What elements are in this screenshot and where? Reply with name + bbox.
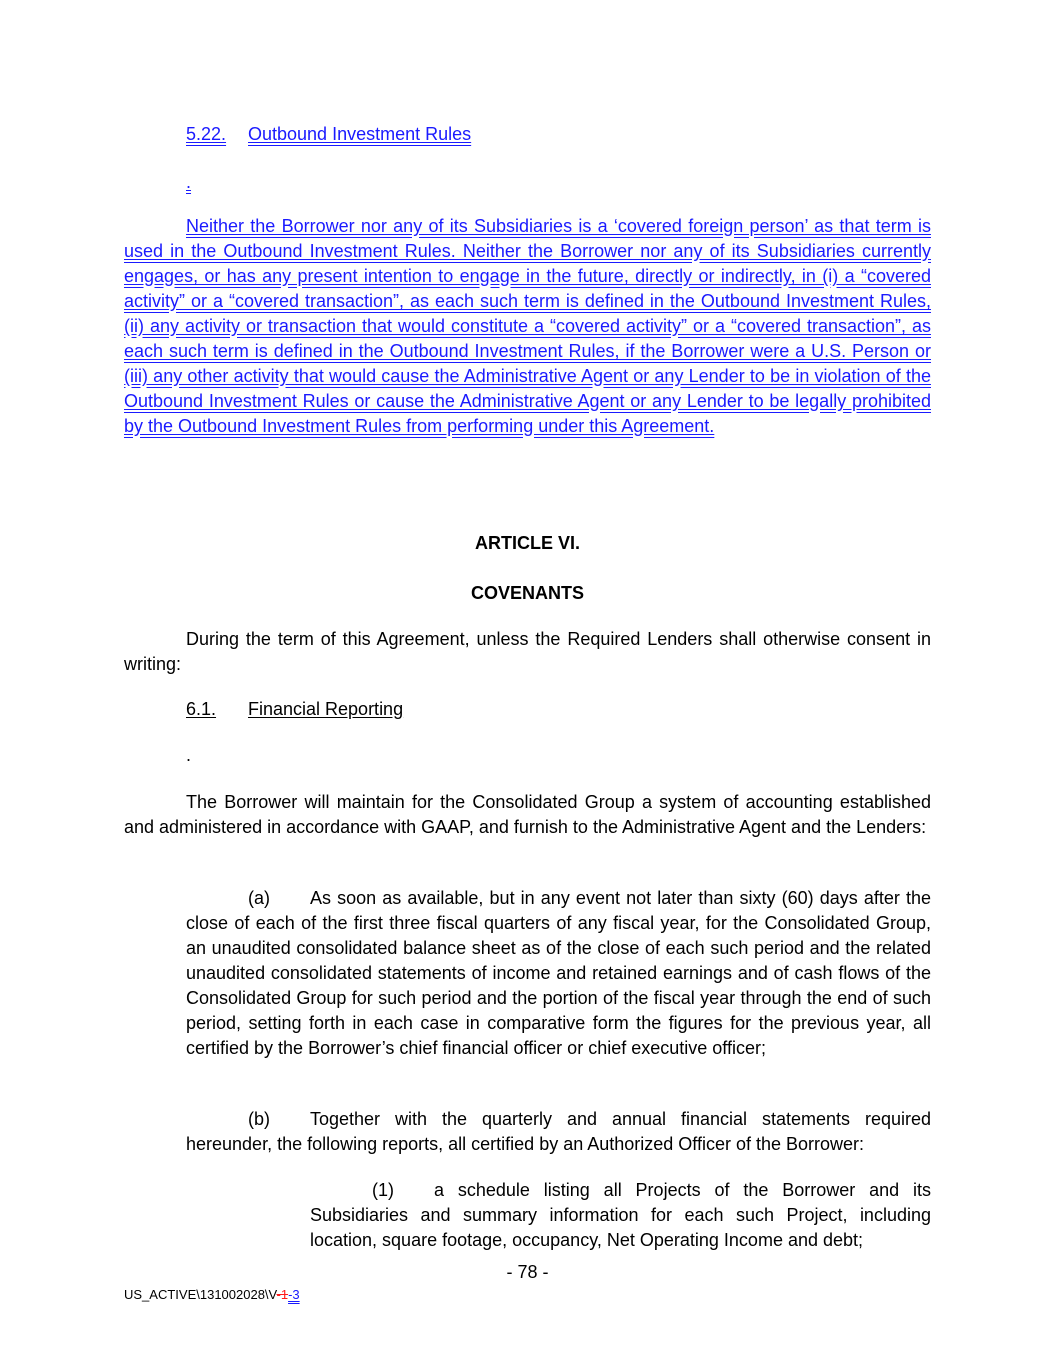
section-6-1-title: Financial Reporting [248,699,404,719]
item-1-text: a schedule listing all Projects of the Borrower and its Subsidiaries and summary information for each such Project, including location, square footage, occupancy, Net Operating Income and debt; [310,1180,931,1250]
item-1-label: (1) [372,1180,394,1200]
section-6-1-period: . [186,745,192,765]
section-5-22-period: . [186,172,192,192]
section-5-22-title: Outbound Investment Rules [248,124,472,144]
document-id-prefix: US_ACTIVE\131002028\V [124,1287,277,1302]
item-a [186,886,931,1061]
article-title: COVENANTS [470,583,584,603]
document-id [124,1287,300,1302]
page-number: - 78 - [506,1262,549,1282]
section-5-22-body: Neither the Borrower nor any of its Subsidiaries is a ‘covered foreign person’ as that term is used in the Outbound Investment Rules. Neither the Borrower nor any of its Subsidiaries currently engages, or has any present intention to engage in the future, directly or indirectly, in (i) a “covered activity” or a “covered transaction”, as each such term is defined in the Outbound Investment Rules, (ii) any activity or transaction that would constitute a “covered activity” or a “covered transaction”, as each such term is defined in the Outbound Investment Rules, if the Borrower were a U.S. Person or (iii) any other activity that would cause the Administrative Agent or any Lender to be in violation of the Outbound Investment Rules or cause the Administrative Agent or any Lender to be legally prohibited by the Outbound Investment Rules from performing under this Agreement. [124,216,931,436]
item-b-text: Together with the quarterly and annual financial statements required hereunder, the following reports, all certified by an Authorized Officer of the Borrower: [186,1109,931,1154]
section-6-1-body: The Borrower will maintain for the Consolidated Group a system of accounting established and administered in accordance with GAAP, and furnish to the Administrative Agent and the Lenders: [124,792,931,837]
document-id-deleted: -1 [276,1287,289,1302]
item-a-text: As soon as available, but in any event not later than sixty (60) days after the close of each of the first three fiscal quarters of any fiscal year, for the Consolidated Group, an unaudited consolidated balance sheet as of the close of each such period and the related unaudited consolidated statements of income and retained earnings and of cash flows of the Consolidated Group for such period and the portion of the fiscal year through the end of such period, setting forth in each case in comparative form the figures for the previous year, all certified by the Borrower’s chief financial officer or chief executive officer; [186,888,931,1058]
section-5-22-number: 5.22. [186,124,227,144]
article-intro: During the term of this Agreement, unless the Required Lenders shall otherwise consent in writing: [124,629,931,674]
section-6-1-number: 6.1. [186,699,217,719]
item-1 [310,1178,931,1253]
item-a-label: (a) [248,888,270,908]
item-b-label: (b) [248,1109,270,1129]
item-b [186,1107,931,1157]
document-id-inserted: -3 [288,1287,300,1302]
article-label: ARTICLE VI. [474,533,580,553]
